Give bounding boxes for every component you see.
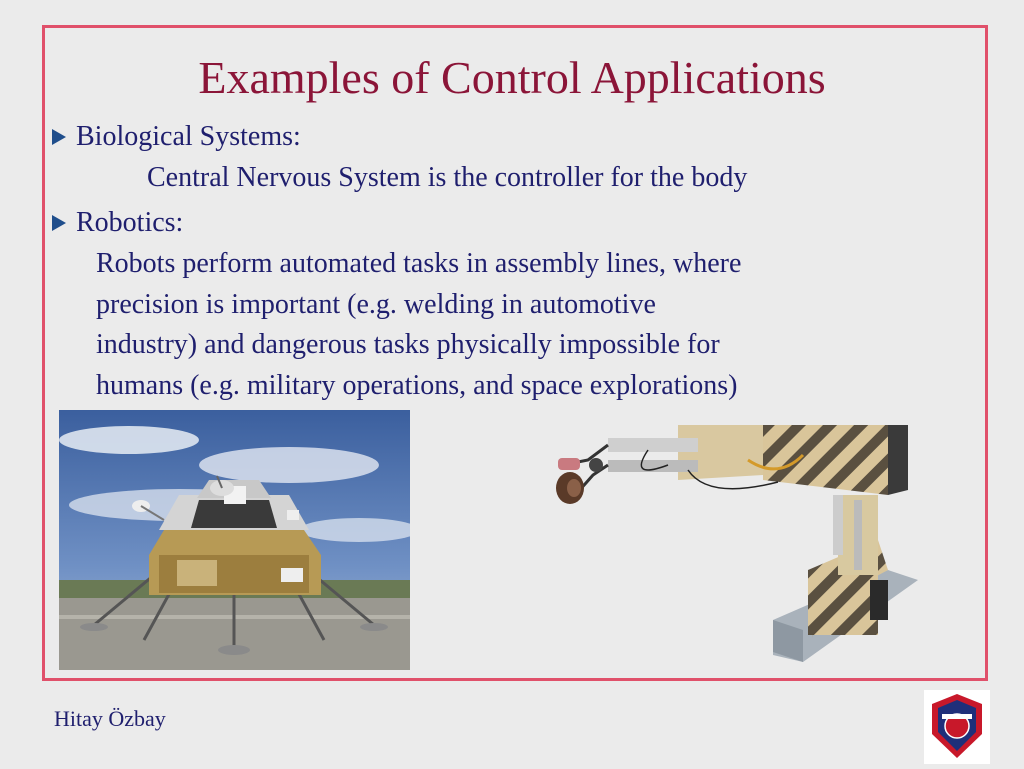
paragraph-line: humans (e.g. military operations, and space explorations) (96, 369, 738, 401)
robotics-paragraph (96, 244, 741, 406)
robot-arm-illustration (548, 420, 918, 665)
bilkent-university-logo (924, 690, 990, 764)
arrow-bullet-icon (52, 215, 66, 231)
paragraph-line: industry) and dangerous tasks physically impossible for (96, 329, 720, 360)
arrow-bullet-icon (52, 129, 66, 145)
bullet-text: Central Nervous System is the controller for the body (147, 162, 748, 193)
paragraph-line: Robots perform automated tasks in assembly lines, where (96, 248, 742, 279)
paragraph-line: precision is important (e.g. welding in automotive (96, 288, 656, 320)
lunar-module-photo (59, 410, 410, 670)
bullet-biological-systems (52, 119, 301, 155)
bullet-label: Robotics: (76, 207, 184, 238)
footer-author: Hitay Özbay (54, 706, 166, 731)
bullet-robotics (52, 205, 183, 241)
slide-title: Examples of Control Applications (198, 52, 826, 103)
bullet-label: Biological Systems: (76, 121, 301, 152)
